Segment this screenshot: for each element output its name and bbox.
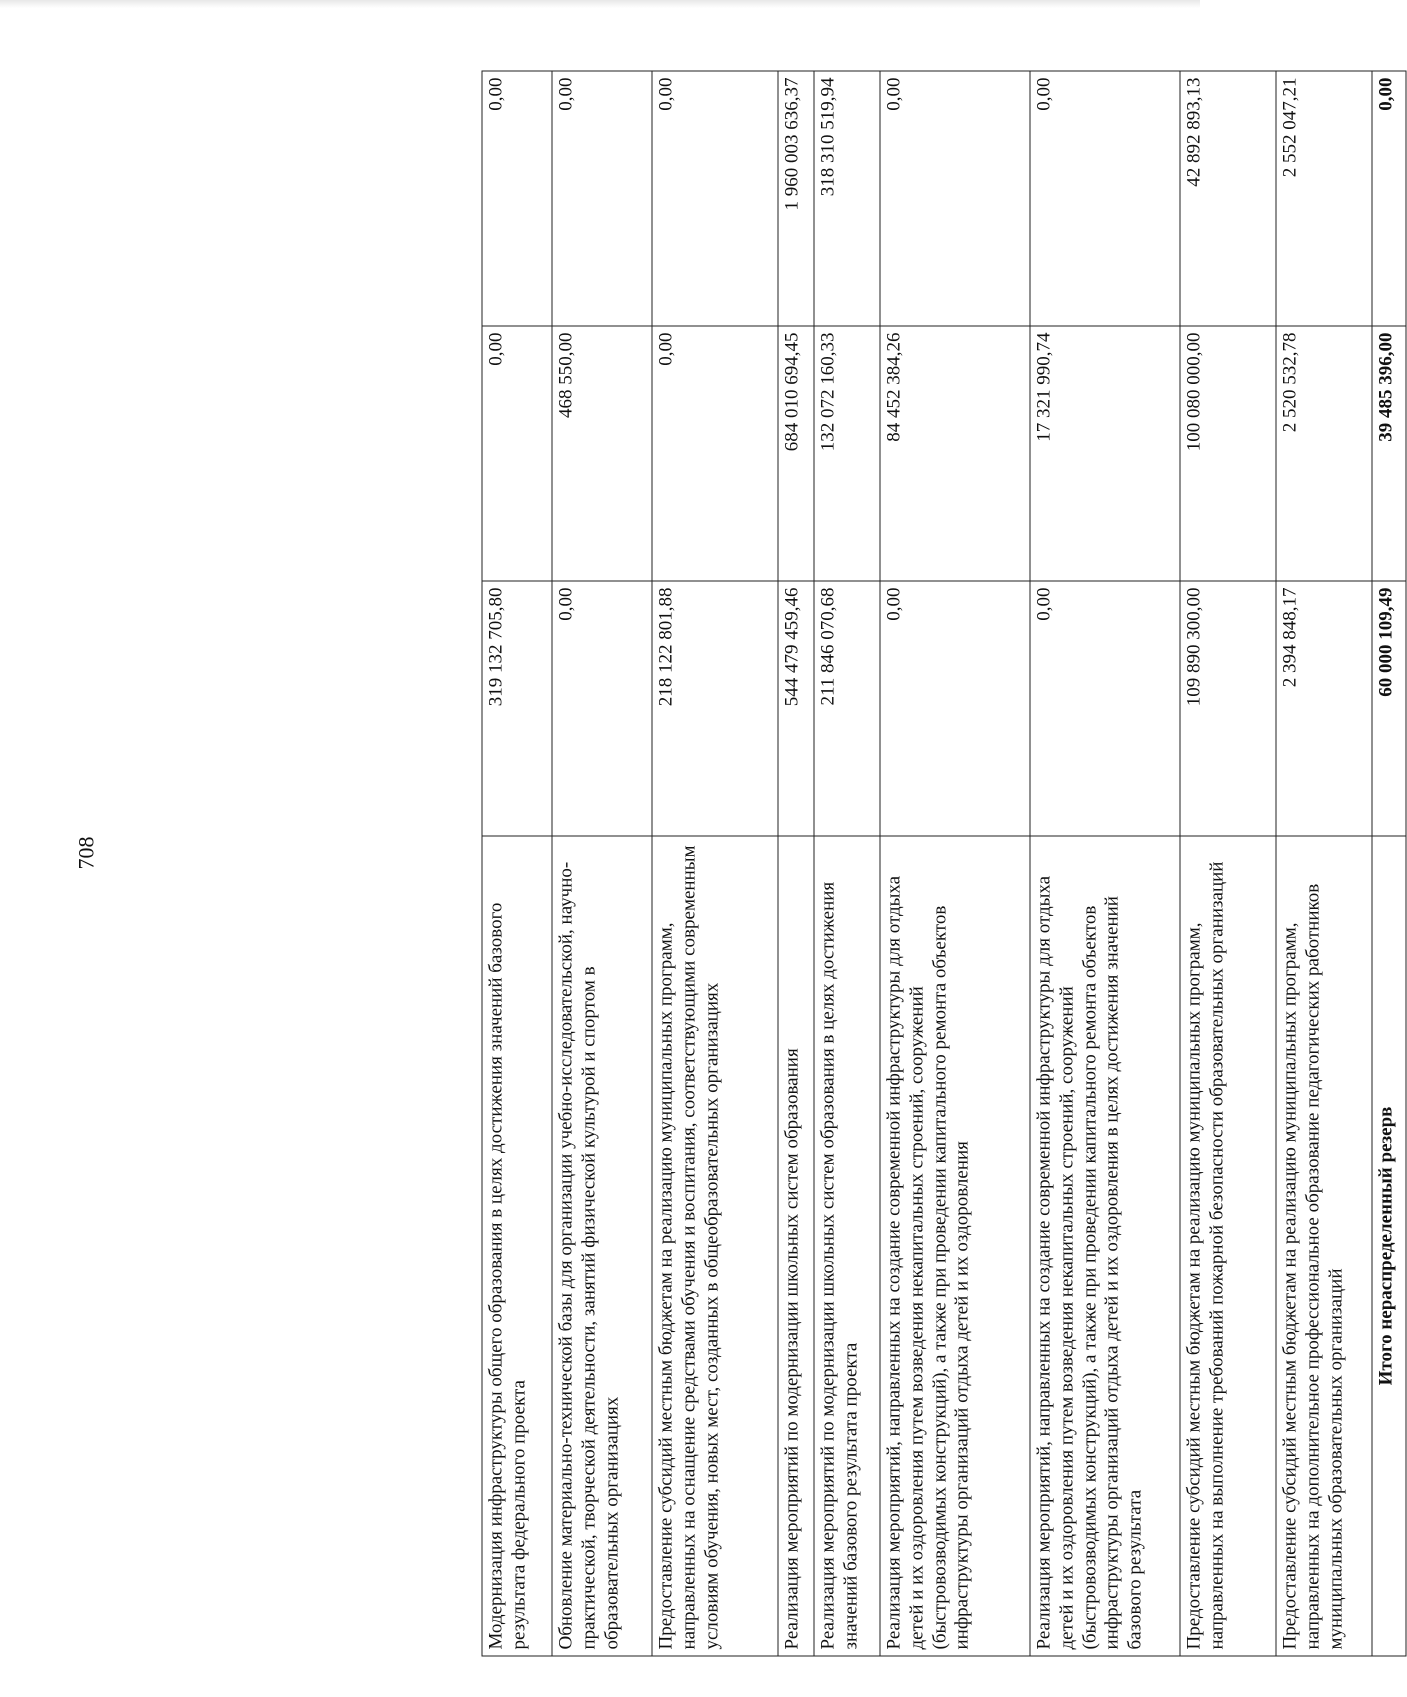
scan-edge [0,0,1200,8]
total-label: Итого нераспределенный резерв [1372,836,1406,1656]
table-row [1180,71,1276,1656]
table-row [552,71,652,1656]
total-row [1372,71,1406,1656]
table-row [778,71,814,1656]
row-value-1: 2 394 848,17 [1276,581,1372,836]
table-row [1276,71,1372,1656]
row-value-1: 0,00 [1030,581,1180,836]
table-row [880,71,1030,1656]
row-value-2: 2 520 532,78 [1276,326,1372,581]
total-value-1: 60 000 109,49 [1372,581,1406,836]
row-value-3: 42 892 893,13 [1180,71,1276,326]
row-value-2: 468 550,00 [552,326,652,581]
row-value-1: 544 479 459,46 [778,581,814,836]
row-value-3: 0,00 [482,71,552,326]
total-value-2: 39 485 396,00 [1372,326,1406,581]
row-description: Предоставление субсидий местным бюджетам на реализацию муниципальных программ, направленных на выполнение требований пожарной безопасности образовательных организаций [1180,836,1276,1656]
row-value-2: 684 010 694,45 [778,326,814,581]
total-value-3: 0,00 [1372,71,1406,326]
table-row [652,71,778,1656]
row-value-3: 1 960 003 636,37 [778,71,814,326]
budget-table-body [482,71,1406,1656]
row-value-1: 0,00 [880,581,1030,836]
row-value-3: 0,00 [652,71,778,326]
row-description: Реализация мероприятий, направленных на создание современной инфраструктуры для отдыха детей и их оздоровления путем возведения некапитальных строений, сооружений (быстровозводимых конструкций), а также при проведении капитального ремонта объектов инфраструктуры организаций отдыха детей и их оздоровления в целях достижения значений базового результата [1030,836,1180,1656]
row-description: Предоставление субсидий местным бюджетам на реализацию муниципальных программ, направленных на оснащение средствами обучения и воспитания, соответствующими современным условиям обучения, новых мест, созданных в общеобразовательных организациях [652,836,778,1656]
row-value-2: 0,00 [482,326,552,581]
row-description: Реализация мероприятий по модернизации школьных систем образования [778,836,814,1656]
row-value-1: 0,00 [552,581,652,836]
budget-table [482,71,1407,1657]
row-value-1: 218 122 801,88 [652,581,778,836]
row-value-2: 17 321 990,74 [1030,326,1180,581]
row-value-2: 0,00 [652,326,778,581]
row-value-1: 109 890 300,00 [1180,581,1276,836]
row-description: Предоставление субсидий местным бюджетам на реализацию муниципальных программ, направленных на дополнительное профессиональное образование педагогических работников муниципальных образовательных организаций [1276,836,1372,1656]
row-description: Реализация мероприятий, направленных на создание современной инфраструктуры для отдыха детей и их оздоровления путем возведения некапитальных строений, сооружений (быстровозводимых конструкций), а также при проведении капитального ремонта объектов инфраструктуры организаций отдыха детей и их оздоровления [880,836,1030,1656]
row-value-3: 0,00 [1030,71,1180,326]
table-row [482,71,552,1656]
page-number: 708 [73,836,99,870]
row-value-3: 0,00 [880,71,1030,326]
table-row [814,71,880,1656]
row-value-1: 211 846 070,68 [814,581,880,836]
row-value-3: 318 310 519,94 [814,71,880,326]
row-value-2: 132 072 160,33 [814,326,880,581]
row-description: Обновление материально-технической базы для организации учебно-исследовательской, научно-практической, творческой деятельности, занятий физической культурой и спортом в образовательных организациях [552,836,652,1656]
row-value-2: 100 080 000,00 [1180,326,1276,581]
row-value-3: 2 552 047,21 [1276,71,1372,326]
row-description: Модернизация инфраструктуры общего образования в целях достижения значений базового результата федерального проекта [482,836,552,1656]
row-value-1: 319 132 705,80 [482,581,552,836]
rotated-page-content [482,72,1402,1657]
row-value-3: 0,00 [552,71,652,326]
table-row [1030,71,1180,1656]
row-description: Реализация мероприятий по модернизации школьных систем образования в целях достижения значений базового результата проекта [814,836,880,1656]
row-value-2: 84 452 384,26 [880,326,1030,581]
